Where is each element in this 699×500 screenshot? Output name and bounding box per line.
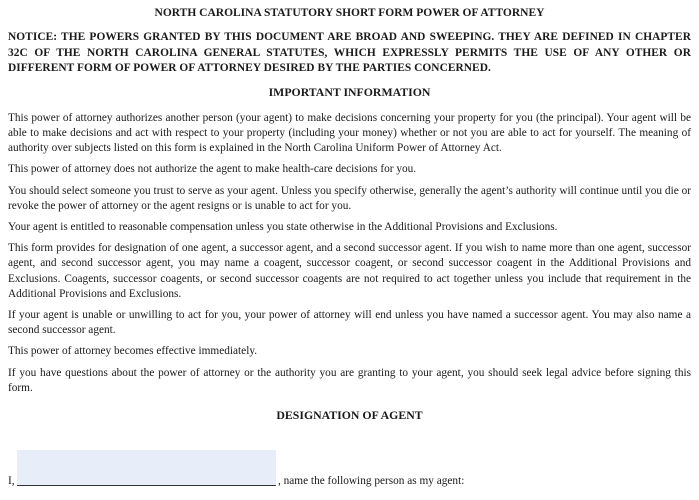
form-page [8,6,691,434]
paragraph-legal-advice: If you have questions about the power of attorney or the authority you are granting to your agent, you should seek legal advice before signing this form. [8,366,691,394]
agent-line-prefix: I, [8,475,15,487]
important-information-heading: IMPORTANT INFORMATION [268,84,431,99]
paragraph-health-care: This power of attorney does not authorize the agent to make health-care decisions for you. [8,163,417,176]
paragraph-successor: If your agent is unable or unwilling to act for you, your power of attorney will end unless you have named a successor agent. You may also name a second successor agent. [8,309,691,337]
designation-of-agent-heading: DESIGNATION OF AGENT [276,408,423,423]
paragraph-authorization: This power of attorney authorizes another person (your agent) to make decisions concerning your property for you (the principal). Your agent will be able to make decisions and act with respect to your property (including your money) whether or not you are able to act for yourself. The meaning of authority over subjects listed on this form is explained in the North Carolina Uniform Power of Attorney Act. [8,111,691,155]
paragraph-effective: This power of attorney becomes effective immediately. [8,345,258,358]
notice-paragraph: NOTICE: THE POWERS GRANTED BY THIS DOCUMENT ARE BROAD AND SWEEPING. THEY ARE DEFINED IN CHAPTER 32C OF THE NORTH CAROLINA GENERAL STATUTES, WHICH EXPRESSLY PERMITS THE USE OF ANY OTHER OR DIFFERENT FORM OF POWER OF ATTORNEY DESIRED BY THE PARTIES CONCERNED. [8,31,691,75]
paragraph-select-agent: You should select someone you trust to serve as your agent. Unless you specify otherwise, generally the agent’s authority will continue until you die or revoke the power of attorney or the agent resigns or is unable to act for you. [8,184,691,212]
agent-designation-line [8,464,691,490]
paragraph-designation: This form provides for designation of one agent, a successor agent, and a second successor agent. If you wish to name more than one agent, successor agent, and second successor agent, you may name a coagent, successor coagent, or second successor coagent in the Additional Provisions and Exclusions. Coagents, successor coagents, or second successor coagents are not required to act together unless you include that requirement in the Additional Provisions and Exclusions. [8,242,691,300]
document-title: NORTH CAROLINA STATUTORY SHORT FORM POWER OF ATTORNEY [154,7,545,19]
agent-line-suffix: , name the following person as my agent: [278,475,465,487]
paragraph-compensation: Your agent is entitled to reasonable compensation unless you state otherwise in the Additional Provisions and Exclusions. [8,221,558,233]
principal-name-field[interactable] [17,450,276,486]
